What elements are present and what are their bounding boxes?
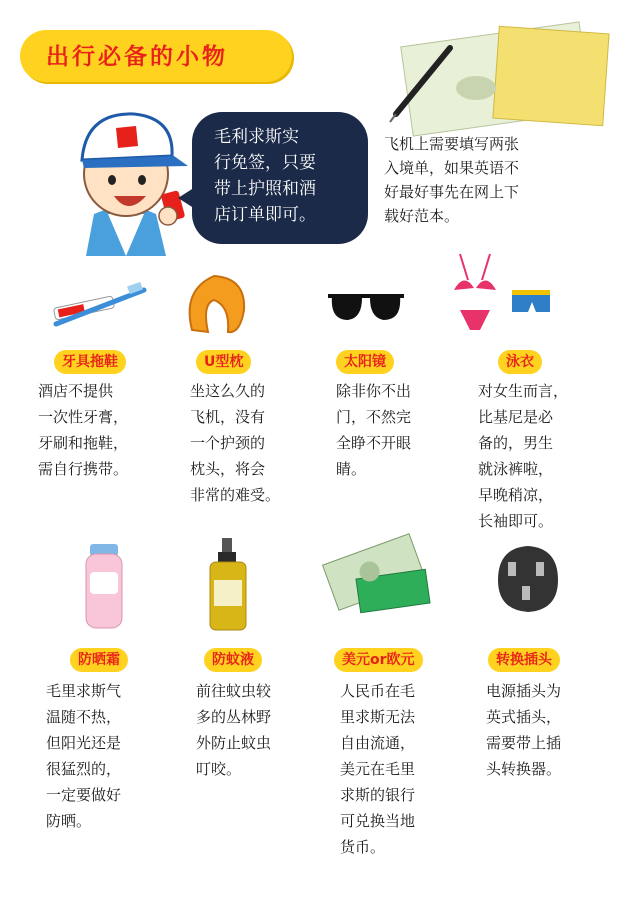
speech-line: 店订单即可。 [214, 205, 316, 225]
sunglasses-icon [326, 288, 406, 328]
desc-line: 求斯的银行 [340, 786, 416, 804]
desc-line: 货币。 [340, 838, 386, 856]
label-sunglasses: 太阳镜 [336, 350, 394, 374]
speech-bubble-tail [178, 184, 200, 212]
desc-line: 防晒。 [46, 812, 92, 830]
desc-plug-adapter [486, 678, 561, 782]
speech-text [214, 124, 359, 228]
toothbrush-icon [50, 280, 150, 330]
entry-form-note [384, 132, 624, 228]
desc-line: 一定要做好 [46, 786, 122, 804]
cartoon-boy-illustration [56, 96, 196, 256]
desc-line: 酒店不提供 [38, 382, 114, 400]
desc-line: 备的，男生 [478, 434, 554, 452]
desc-line: 除非你不出 [336, 382, 412, 400]
form-note-line: 入境单，如果英语不 [384, 159, 520, 177]
label-sunscreen: 防晒霜 [70, 648, 128, 672]
speech-line: 毛利求斯实 [214, 127, 299, 147]
speech-line: 行免签，只要 [214, 153, 316, 173]
desc-toiletries [38, 378, 128, 482]
desc-line: 长袖即可。 [478, 512, 554, 530]
form-note-line: 好最好事先在网上下 [384, 183, 520, 201]
speech-line: 带上护照和酒 [214, 179, 316, 199]
label-plug-adapter: 转换插头 [488, 648, 560, 672]
desc-line: 牙刷和拖鞋， [38, 434, 129, 452]
desc-line: 枕头，将会 [190, 460, 266, 478]
label-currency: 美元or欧元 [334, 648, 423, 672]
desc-line: 需自行携带。 [38, 460, 129, 478]
desc-line: 但阳光还是 [46, 734, 122, 752]
form-note-line: 载好范本。 [384, 207, 460, 225]
desc-mosquito-repellent [196, 678, 271, 782]
desc-line: 非常的难受。 [190, 486, 281, 504]
neck-pillow-icon [180, 270, 250, 340]
desc-sunscreen [46, 678, 121, 834]
desc-swimwear [478, 378, 568, 534]
mosquito-spray-icon [206, 536, 250, 632]
desc-line: 需要带上插 [486, 734, 562, 752]
label-swimwear: 泳衣 [498, 350, 542, 374]
desc-line: 一个护颈的 [190, 434, 266, 452]
desc-line: 美元在毛里 [340, 760, 416, 778]
desc-line: 多的丛林野 [196, 708, 272, 726]
desc-line: 一次性牙膏， [38, 408, 129, 426]
desc-line: 早晚稍凉， [478, 486, 554, 504]
desc-line: 头转换器。 [486, 760, 562, 778]
desc-line: 电源插头为 [486, 682, 562, 700]
plug-adapter-icon [492, 540, 562, 616]
desc-line: 人民币在毛 [340, 682, 416, 700]
desc-line: 温随不热， [46, 708, 122, 726]
desc-line: 门，不然完 [336, 408, 412, 426]
desc-line: 英式插头， [486, 708, 562, 726]
desc-line: 很猛烈的， [46, 760, 122, 778]
desc-line: 里求斯无法 [340, 708, 416, 726]
label-mosquito-repellent: 防蚊液 [204, 648, 262, 672]
swimsuit-icon [446, 250, 554, 340]
sunscreen-icon [82, 542, 126, 630]
desc-line: 就泳裤啦， [478, 460, 554, 478]
desc-line: 可兑换当地 [340, 812, 416, 830]
desc-neck-pillow [190, 378, 280, 508]
desc-line: 前往蚊虫较 [196, 682, 272, 700]
form-note-line: 飞机上需要填写两张 [384, 135, 520, 153]
desc-line: 睛。 [336, 460, 367, 478]
desc-line: 比基尼是必 [478, 408, 554, 426]
desc-line: 外防止蚊虫 [196, 734, 272, 752]
label-toiletries: 牙具拖鞋 [54, 350, 126, 374]
page-title: 出行必备的小物 [46, 44, 228, 70]
label-neck-pillow: U型枕 [196, 350, 251, 374]
desc-line: 对女生而言， [478, 382, 569, 400]
cash-icon [314, 540, 434, 620]
desc-line: 叮咬。 [196, 760, 242, 778]
desc-sunglasses [336, 378, 411, 482]
desc-line: 自由流通， [340, 734, 416, 752]
desc-line: 坐这么久的 [190, 382, 266, 400]
desc-line: 飞机，没有 [190, 408, 266, 426]
desc-currency [340, 678, 415, 860]
desc-line: 全睁不开眼 [336, 434, 412, 452]
desc-line: 毛里求斯气 [46, 682, 122, 700]
entry-forms-illustration [386, 28, 616, 128]
